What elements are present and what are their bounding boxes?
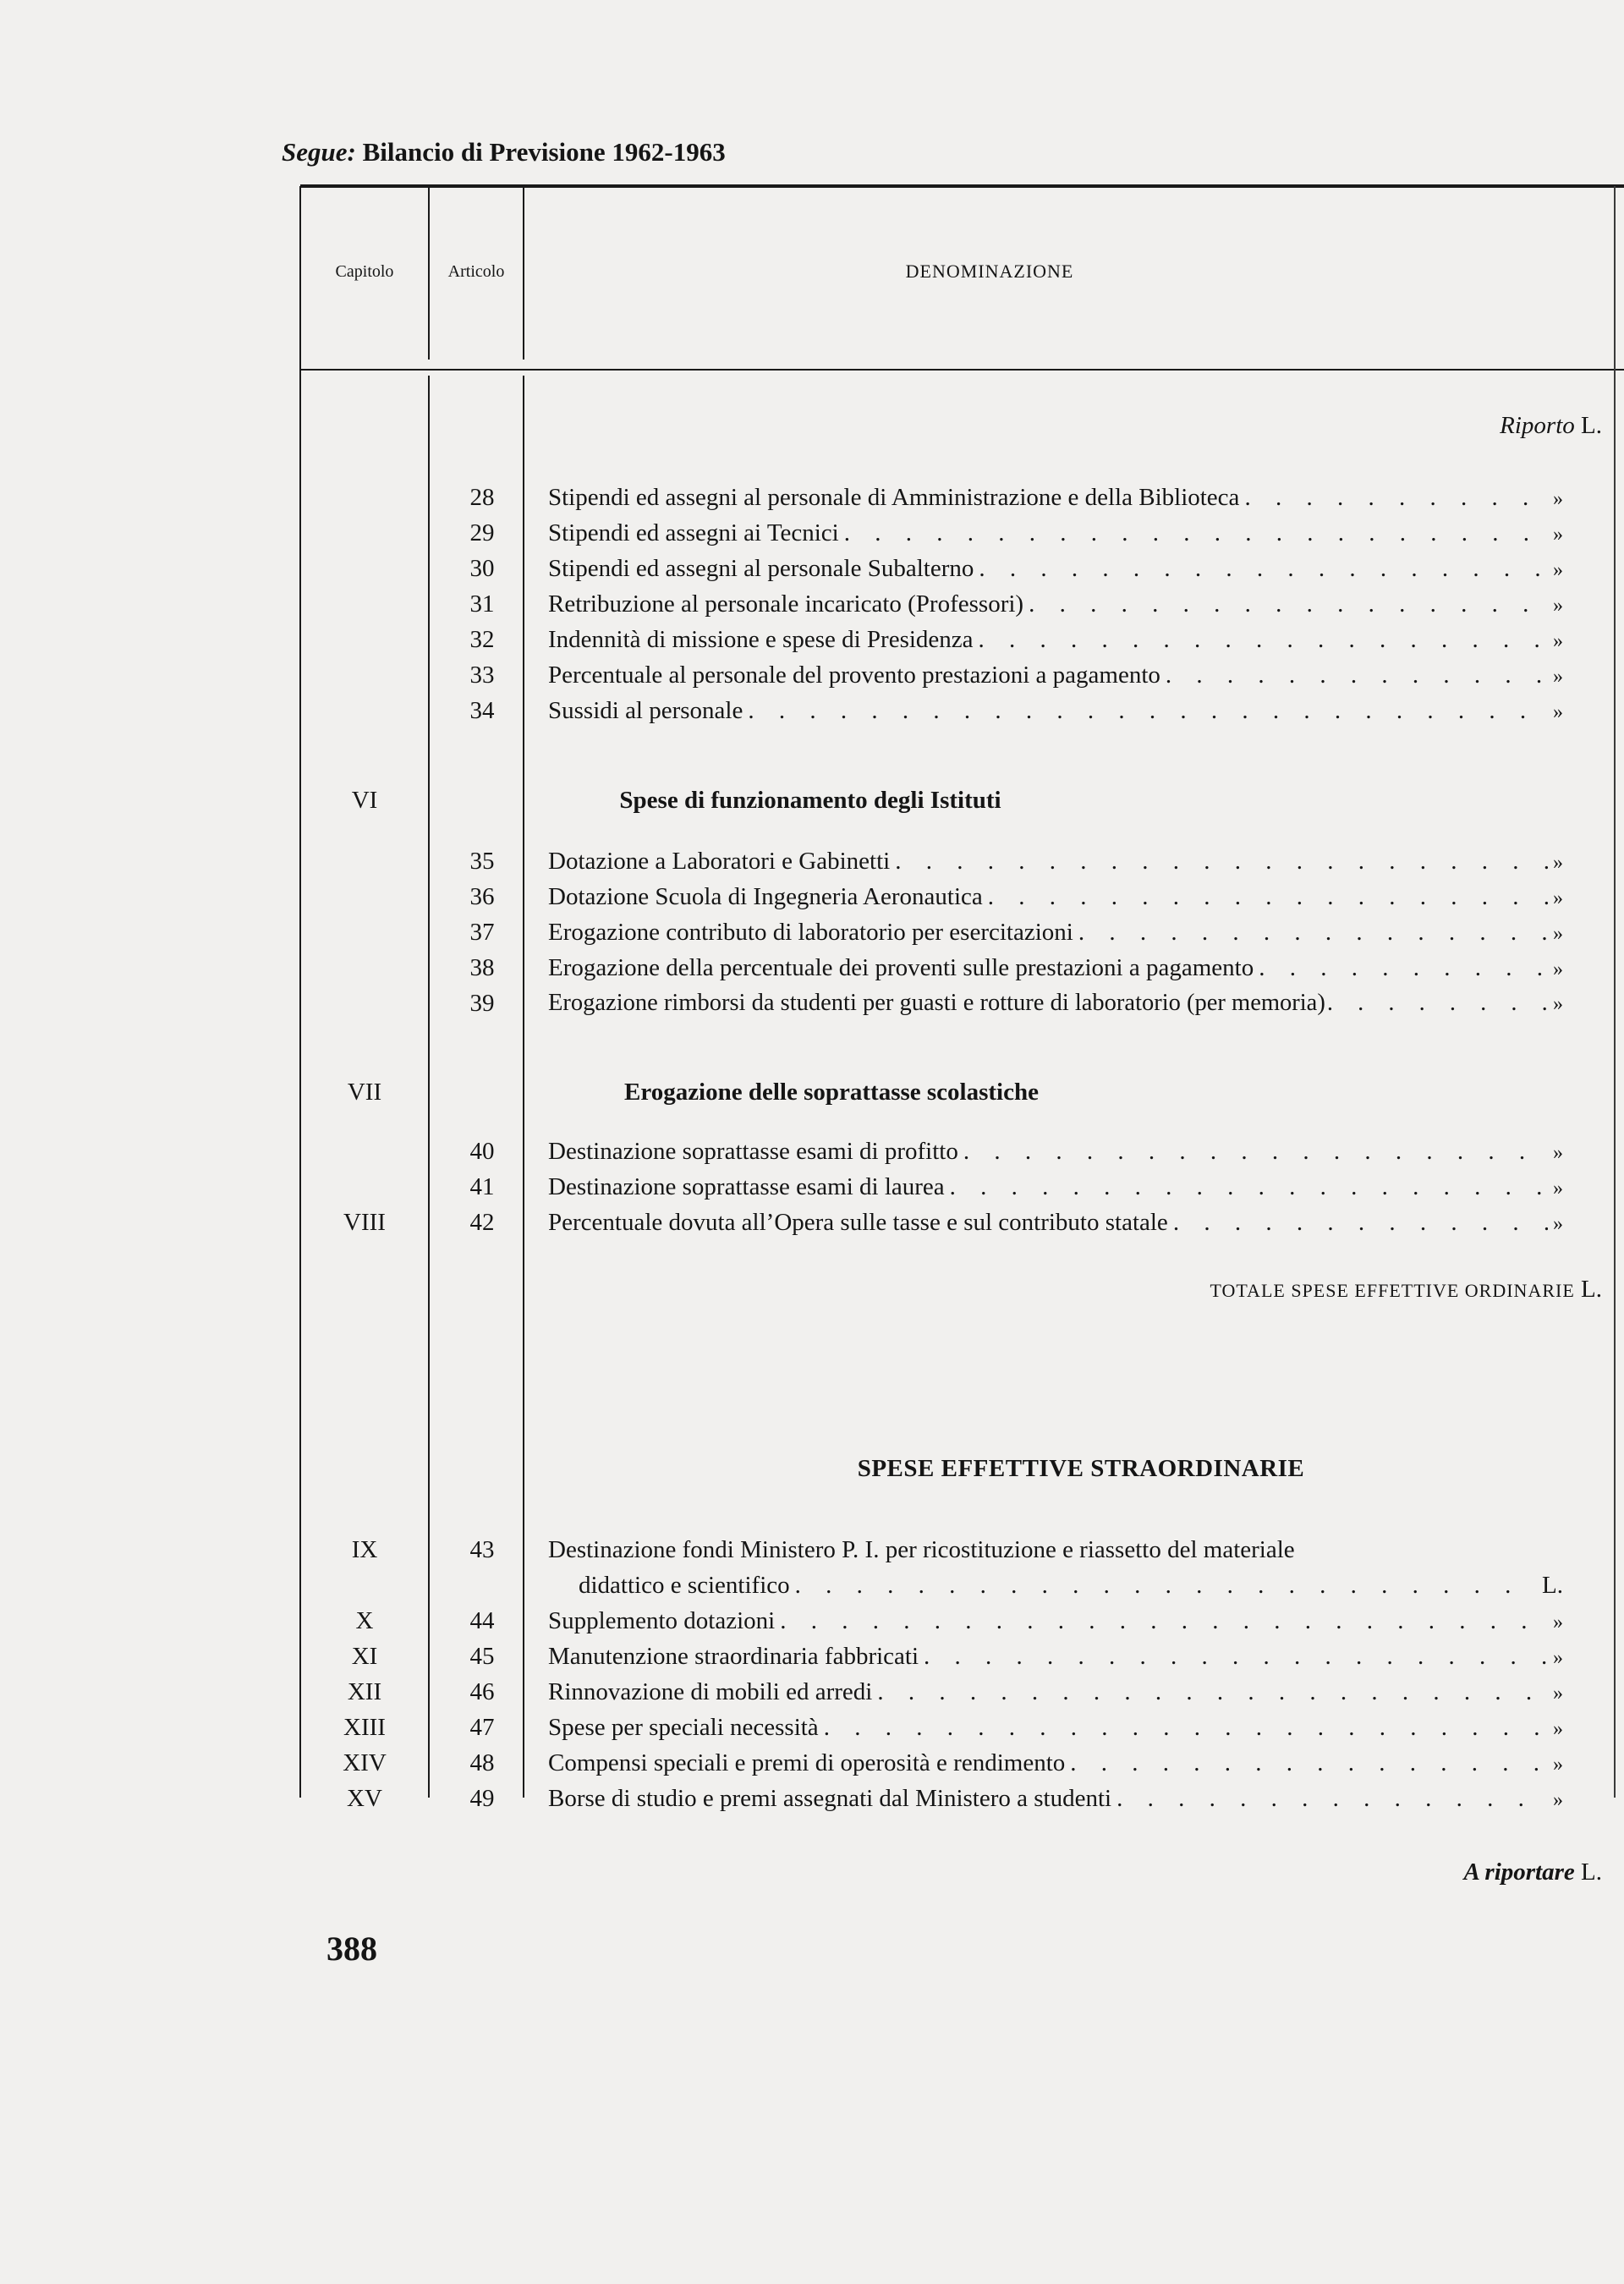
denominazione-cell: Indennità di missione e spese di Presidenza: [548, 626, 974, 653]
leader-dots: [1029, 586, 1548, 622]
section-row: [0, 1074, 1624, 1110]
totale-currency: L.: [1581, 1276, 1602, 1303]
ditto-mark: »: [1553, 1142, 1563, 1164]
ditto-mark: »: [1553, 887, 1563, 909]
denominazione-cell: Rinnovazione di mobili ed arredi: [548, 1678, 873, 1705]
totale-label: TOTALE SPESE EFFETTIVE ORDINARIE: [1210, 1280, 1575, 1301]
leader-dots: [1244, 480, 1548, 515]
articolo-cell: 32: [469, 626, 495, 653]
table-row: [0, 843, 1624, 879]
articolo-cell: 42: [469, 1209, 495, 1236]
articolo-cell: 40: [469, 1138, 495, 1165]
table-row: [0, 879, 1624, 914]
leader-dots: [1173, 1205, 1548, 1240]
a-riportare-currency: L.: [1581, 1858, 1602, 1886]
leader-dots: [824, 1710, 1548, 1745]
riporto-label: Riporto: [1500, 412, 1575, 439]
ditto-mark: »: [1553, 666, 1563, 688]
table-row: [0, 986, 1624, 1021]
denominazione-cell: Destinazione fondi Ministero P. I. per ricostituzione e riassetto del materiale: [548, 1536, 1295, 1563]
leader-dots: [963, 1134, 1548, 1169]
ditto-mark: »: [1553, 1754, 1563, 1776]
ditto-mark: »: [1553, 852, 1563, 874]
table-row: [0, 515, 1624, 551]
table-row: [0, 1532, 1624, 1568]
page-header: [282, 137, 726, 167]
denominazione-cell: Manutenzione straordinaria fabbricati: [548, 1643, 919, 1670]
articolo-cell: 30: [469, 555, 495, 582]
ditto-mark: »: [1553, 559, 1563, 581]
articolo-cell: 49: [469, 1785, 495, 1812]
denominazione-cell: Dotazione Scuola di Ingegneria Aeronautica: [548, 883, 983, 910]
articolo-cell: 38: [469, 954, 495, 981]
ditto-mark: »: [1553, 1213, 1563, 1235]
articolo-cell: 44: [469, 1607, 495, 1634]
denominazione-cell: Erogazione contributo di laboratorio per esercitazioni: [548, 919, 1073, 946]
denominazione-cell: Destinazione soprattasse esami di profitto: [548, 1138, 958, 1165]
articolo-cell: 34: [469, 697, 495, 724]
leader-dots: [780, 1603, 1548, 1639]
capitolo-cell: XII: [347, 1678, 382, 1705]
articolo-cell: 33: [469, 662, 495, 689]
ditto-mark: »: [1553, 1178, 1563, 1200]
table-row: [0, 1169, 1624, 1205]
capitolo-cell: XV: [347, 1785, 382, 1812]
table-row: [0, 657, 1624, 693]
capitolo-cell: VI: [351, 787, 378, 814]
articolo-cell: 48: [469, 1749, 495, 1776]
capitolo-cell: XI: [351, 1643, 378, 1670]
column-header-articolo: Articolo: [447, 262, 505, 281]
table-row: [0, 1781, 1624, 1816]
a-riportare-label: A riportare: [1463, 1858, 1575, 1886]
table-row: [0, 586, 1624, 622]
leader-dots: [988, 879, 1548, 914]
articolo-cell: 31: [469, 590, 495, 618]
capitolo-cell: X: [355, 1607, 374, 1634]
header-bottom-rule: [300, 369, 1624, 371]
leader-dots: [844, 515, 1548, 551]
ditto-mark: »: [1553, 1683, 1563, 1705]
totale-row: [548, 1271, 1604, 1307]
articolo-cell: 29: [469, 519, 495, 546]
denominazione-cell: didattico e scientifico: [579, 1572, 790, 1599]
leader-dots: [748, 693, 1548, 728]
riporto-row: [548, 408, 1604, 443]
section-title: Spese di funzionamento degli Istituti: [619, 787, 1001, 814]
capitolo-cell: VII: [347, 1079, 382, 1106]
leader-dots: [795, 1568, 1537, 1603]
articolo-cell: 47: [469, 1714, 495, 1741]
leader-dots: [895, 843, 1548, 879]
denominazione-cell: Percentuale dovuta all’Opera sulle tasse e sul contributo statale: [548, 1209, 1168, 1236]
articolo-cell: 37: [469, 919, 495, 946]
ditto-mark: »: [1553, 701, 1563, 723]
leader-dots: [1070, 1745, 1548, 1781]
leader-dots: [1078, 914, 1548, 950]
articolo-cell: 45: [469, 1643, 495, 1670]
ditto-mark: »: [1553, 595, 1563, 617]
denominazione-cell: Erogazione rimborsi da studenti per guasti e rotture di laboratorio (per memoria): [548, 990, 1325, 1016]
riporto-currency: L.: [1581, 412, 1602, 439]
ditto-mark: »: [1553, 993, 1563, 1015]
leader-dots: [1259, 950, 1548, 986]
articolo-cell: 35: [469, 848, 495, 875]
currency-mark: L.: [1542, 1572, 1563, 1599]
table-row: [0, 950, 1624, 986]
denominazione-cell: Stipendi ed assegni ai Tecnici: [548, 519, 839, 546]
ditto-mark: »: [1553, 923, 1563, 945]
denominazione-cell: Stipendi ed assegni al personale di Amministrazione e della Biblioteca: [548, 484, 1240, 511]
top-rule: [300, 184, 1624, 188]
section-row: [0, 1451, 1624, 1486]
denominazione-cell: Sussidi al personale: [548, 697, 743, 724]
denominazione-cell: Borse di studio e premi assegnati dal Ministero a studenti: [548, 1785, 1112, 1812]
denominazione-cell: Percentuale al personale del provento prestazioni a pagamento: [548, 662, 1160, 689]
ditto-mark: »: [1553, 958, 1563, 980]
articolo-cell: 46: [469, 1678, 495, 1705]
table-row: [0, 622, 1624, 657]
ditto-mark: »: [1553, 488, 1563, 510]
articolo-cell: 41: [469, 1173, 495, 1200]
leader-dots: [1116, 1781, 1548, 1816]
denominazione-cell: Spese per speciali necessità: [548, 1714, 819, 1741]
table-row: [0, 1710, 1624, 1745]
ditto-mark: »: [1553, 1718, 1563, 1740]
table-row: [0, 1134, 1624, 1169]
header-title: Bilancio di Previsione 1962-1963: [362, 137, 726, 167]
capitolo-cell: XIV: [343, 1749, 387, 1776]
ditto-mark: »: [1553, 1611, 1563, 1633]
a-riportare-row: [548, 1854, 1604, 1890]
capitolo-cell: XIII: [343, 1714, 386, 1741]
capitolo-cell: IX: [351, 1536, 378, 1563]
column-header-denominazione: DENOMINAZIONE: [905, 261, 1074, 282]
table-row: [0, 693, 1624, 728]
leader-dots: [1166, 657, 1548, 693]
table-row: [0, 1745, 1624, 1781]
denominazione-cell: Retribuzione al personale incaricato (Professori): [548, 590, 1024, 618]
section-row: [0, 782, 1624, 818]
denominazione-cell: Supplemento dotazioni: [548, 1607, 776, 1634]
articolo-cell: 36: [469, 883, 495, 910]
table-row: [0, 551, 1624, 586]
header-prefix: Segue:: [282, 137, 356, 167]
ditto-mark: »: [1553, 630, 1563, 652]
page-number: 388: [326, 1930, 377, 1968]
table-row: [0, 914, 1624, 950]
leader-dots: [979, 551, 1548, 586]
articolo-cell: 39: [469, 990, 495, 1017]
denominazione-cell: Destinazione soprattasse esami di laurea: [548, 1173, 945, 1200]
leader-dots: [950, 1169, 1548, 1205]
leader-dots: [979, 622, 1548, 657]
column-header-capitolo: Capitolo: [335, 262, 394, 281]
denominazione-cell: Dotazione a Laboratori e Gabinetti: [548, 848, 891, 875]
ditto-mark: »: [1553, 1789, 1563, 1811]
table-row: [0, 1603, 1624, 1639]
table-row-continuation: [0, 1568, 1624, 1603]
denominazione-cell: Stipendi ed assegni al personale Subalterno: [548, 555, 974, 582]
table-row: [0, 1674, 1624, 1710]
denominazione-cell: Compensi speciali e premi di operosità e rendimento: [548, 1749, 1066, 1776]
leader-dots: [924, 1639, 1548, 1674]
section-title: SPESE EFFETTIVE STRAORDINARIE: [857, 1455, 1305, 1482]
section-title: Erogazione delle soprattasse scolastiche: [624, 1079, 1039, 1106]
table-row: [0, 1205, 1624, 1240]
ditto-mark: »: [1553, 524, 1563, 546]
articolo-cell: 43: [469, 1536, 495, 1563]
table-row: [0, 1639, 1624, 1674]
articolo-cell: 28: [469, 484, 495, 511]
leader-dots: [1327, 986, 1548, 1021]
capitolo-cell: VIII: [343, 1209, 386, 1236]
leader-dots: [877, 1674, 1548, 1710]
table-row: [0, 480, 1624, 515]
ditto-mark: »: [1553, 1647, 1563, 1669]
denominazione-cell: Erogazione della percentuale dei proventi sulle prestazioni a pagamento: [548, 954, 1254, 981]
